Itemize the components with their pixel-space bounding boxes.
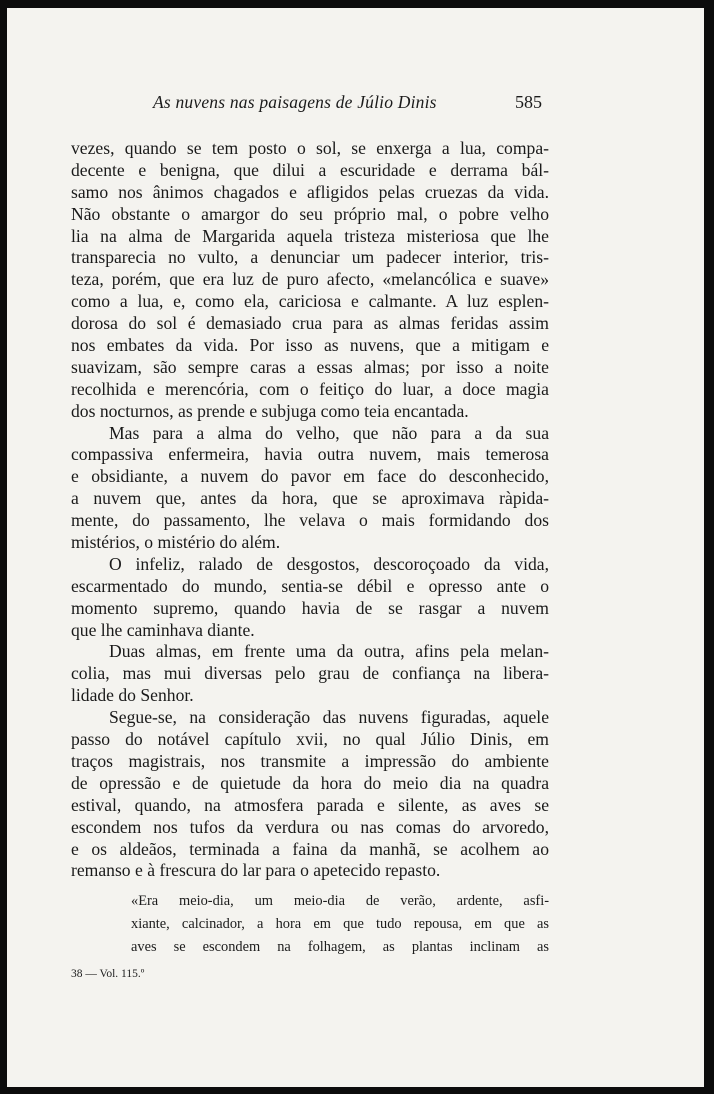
text-line: teza, porém, que era luz de puro afecto, «melancólica e suave» xyxy=(71,269,549,290)
quote-line: xiante, calcinador, a hora em que tudo repousa, em que as xyxy=(131,916,549,932)
quote-line: aves se escondem na folhagem, as plantas inclinam as xyxy=(131,939,549,955)
text-line: O infeliz, ralado de desgostos, descoroçoado da vida, xyxy=(109,553,549,574)
text-line: lia na alma de Margarida aquela tristeza misteriosa que lhe xyxy=(71,225,549,246)
book-page xyxy=(7,8,704,1087)
text-line: Mas para a alma do velho, que não para a da sua xyxy=(109,422,549,443)
text-line: Segue-se, na consideração das nuvens figuradas, aquele xyxy=(109,707,549,728)
text-line: recolhida e merencória, com o feitiço do luar, a doce magia xyxy=(71,378,549,399)
text-line: remanso e à frescura do lar para o apetecido repasto. xyxy=(71,860,441,881)
text-line: como a lua, e, como ela, cariciosa e calmante. A luz esplen- xyxy=(71,291,549,312)
text-line: a nuvem que, antes da hora, que se aproximava ràpida- xyxy=(71,488,549,509)
running-title: As nuvens nas paisagens de Júlio Dinis xyxy=(153,92,437,112)
text-line: decente e benigna, que dilui a escuridade e derrama bál- xyxy=(71,159,549,180)
text-line: dorosa do sol é demasiado crua para as almas feridas assim xyxy=(71,313,549,334)
text-line: e obsidiante, a nuvem do pavor em face do desconhecido, xyxy=(71,466,549,487)
text-line: mistérios, o mistério do além. xyxy=(71,532,281,553)
page-number: 585 xyxy=(515,92,542,112)
text-line: colia, mas mui diversas pelo grau de confiança na libera- xyxy=(71,663,549,684)
text-line: compassiva enfermeira, havia outra nuvem, mais temerosa xyxy=(71,444,549,465)
text-line: momento supremo, quando havia de se rasgar a nuvem xyxy=(71,597,549,618)
text-line: suavizam, são sempre caras a essas almas; por isso a noite xyxy=(71,356,549,377)
text-line: escondem nos tufos da verdura ou nas comas do arvoredo, xyxy=(71,816,549,837)
text-line: traços magistrais, nos transmite a impressão do ambiente xyxy=(71,750,549,771)
text-line: nos embates da vida. Por isso as nuvens, que a mitigam e xyxy=(71,335,549,356)
body-text xyxy=(71,138,549,882)
text-line: lidade do Senhor. xyxy=(71,685,194,706)
running-head xyxy=(7,92,704,116)
text-line: transparecia no vulto, a denunciar um padecer interior, tris- xyxy=(71,247,549,268)
text-line: estival, quando, na atmosfera parada e silente, as aves se xyxy=(71,794,549,815)
printer-signature: 38 — Vol. 115.º xyxy=(71,968,145,980)
block-quote xyxy=(131,890,549,959)
text-line: de opressão e de quietude da hora do meio dia na quadra xyxy=(71,772,549,793)
text-line: vezes, quando se tem posto o sol, se enxerga a lua, compa- xyxy=(71,138,549,158)
text-line: escarmentado do mundo, sentia-se débil e opresso ante o xyxy=(71,575,549,596)
text-line: mente, do passamento, lhe velava o mais formidando dos xyxy=(71,510,549,531)
quote-line: «Era meio-dia, um meio-dia de verão, ardente, asfi- xyxy=(131,893,549,909)
text-line: samo nos ânimos chagados e afligidos pelas cruezas da vida. xyxy=(71,181,549,202)
text-line: que lhe caminhava diante. xyxy=(71,619,255,640)
text-line: Duas almas, em frente uma da outra, afins pela melan- xyxy=(109,641,549,662)
text-line: e os aldeãos, terminada a faina da manhã, se acolhem ao xyxy=(71,838,549,859)
text-line: dos nocturnos, as prende e subjuga como teia encantada. xyxy=(71,400,469,421)
text-line: passo do notável capítulo xvii, no qual Júlio Dinis, em xyxy=(71,729,549,750)
text-line: Não obstante o amargor do seu próprio mal, o pobre velho xyxy=(71,203,549,224)
